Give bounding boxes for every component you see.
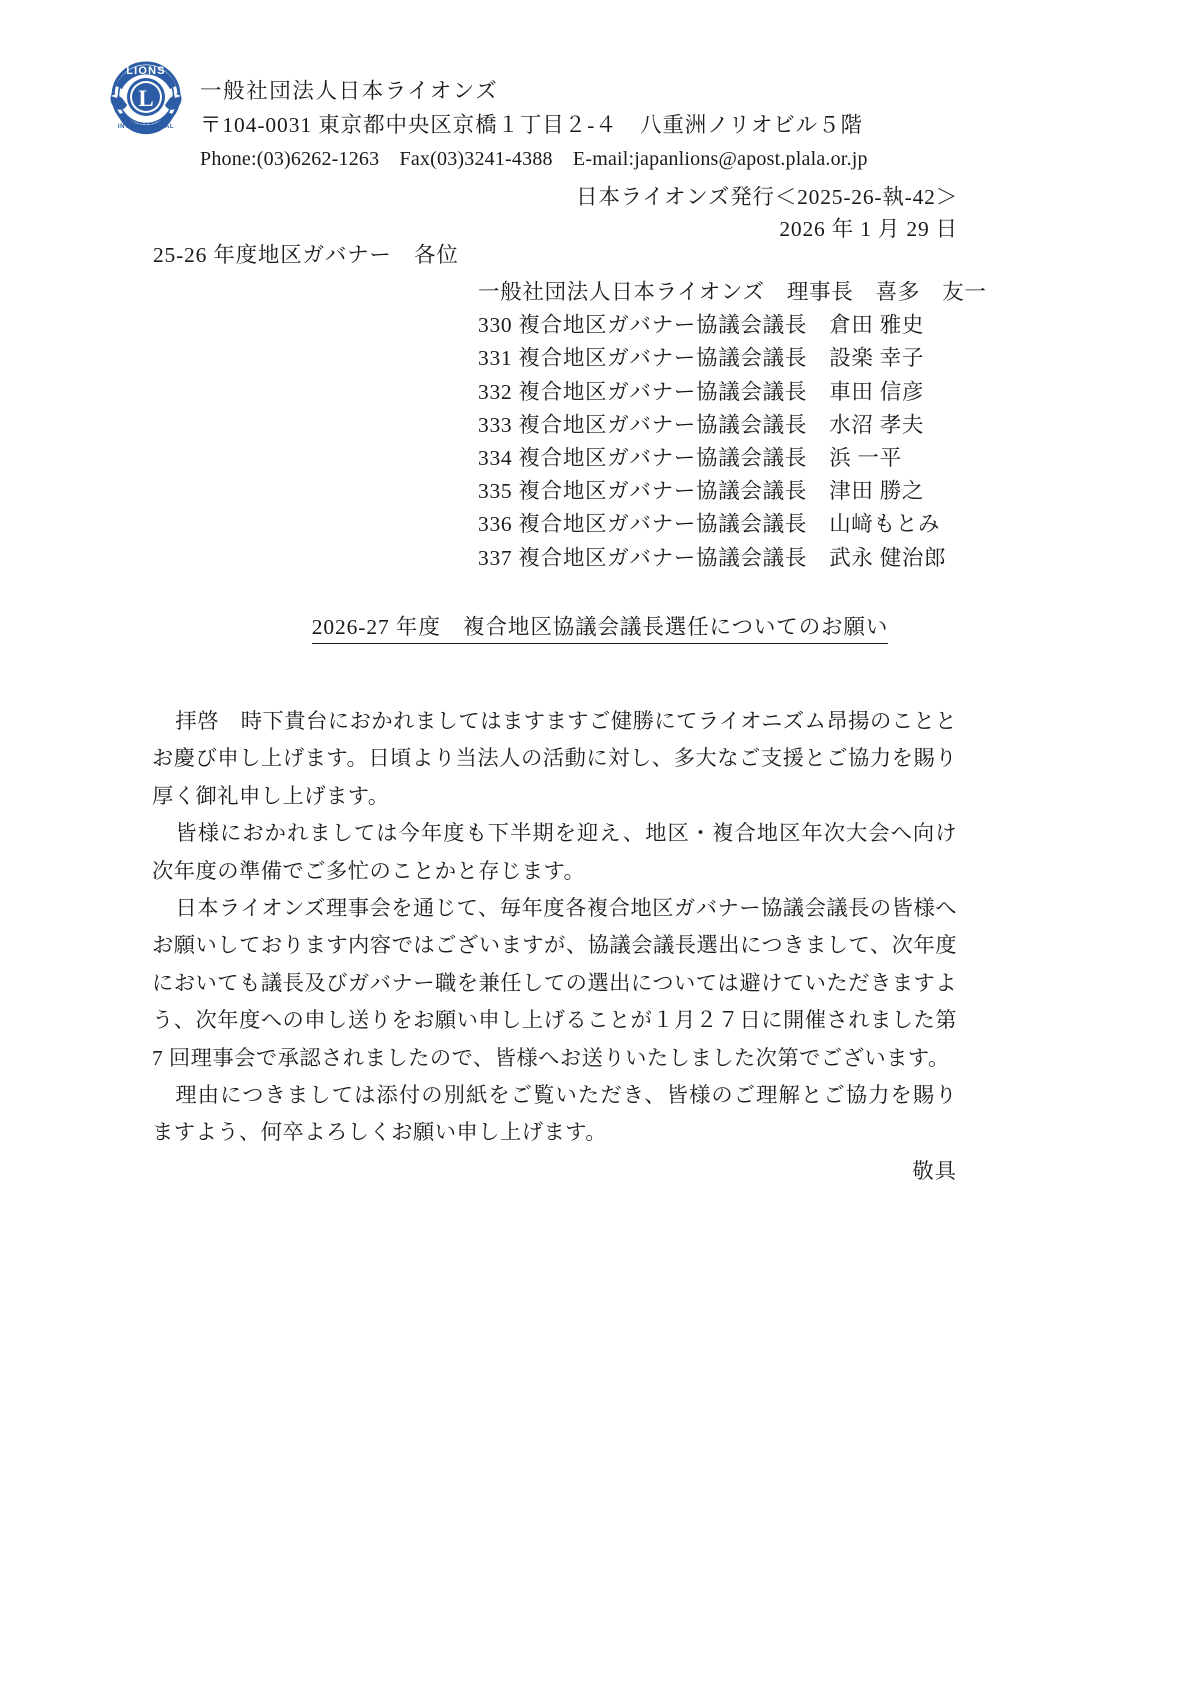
sender-row: 336 複合地区ガバナー協議会議長 山﨑もとみ: [478, 512, 941, 537]
sender-row: 334 複合地区ガバナー協議会議長 浜 一平: [478, 446, 902, 471]
organization-contact: Phone:(03)6262-1263 Fax(03)3241-4388 E-mail:japanlions@apost.plala.or.jp: [200, 148, 868, 170]
sender-row: 332 複合地区ガバナー協議会議長 車田 信彦: [478, 379, 925, 404]
sender-list: [478, 276, 987, 575]
organization-name: 一般社団法人日本ライオンズ: [200, 79, 499, 103]
organization-block: [200, 52, 868, 176]
addressee-line: 25-26 年度地区ガバナー 各位: [153, 243, 459, 267]
issue-number: 日本ライオンズ発行＜2025-26-執-42＞: [576, 185, 958, 209]
body-paragraph-2: 皆様におかれましては今年度も下半期を迎え、地区・複合地区年次大会へ向け次年度の準備でご多忙のことかと存じます。: [152, 821, 957, 883]
sender-row: 335 複合地区ガバナー協議会議長 津田 勝之: [478, 479, 925, 504]
document-body: [152, 703, 957, 1185]
closing-salutation: 敬具: [912, 1158, 957, 1183]
subject-wrapper: [0, 610, 1200, 644]
svg-text:LIONS: LIONS: [126, 65, 166, 77]
letterhead: [100, 52, 868, 176]
svg-text:L: L: [138, 86, 154, 111]
document-subject: 2026-27 年度 複合地区協議会議長選任についてのお願い: [312, 610, 889, 644]
sender-row: 337 複合地区ガバナー協議会議長 武永 健治郎: [478, 545, 947, 570]
sender-row: 333 複合地区ガバナー協議会議長 水沼 孝夫: [478, 412, 925, 437]
sender-row: 一般社団法人日本ライオンズ 理事長 喜多 友一: [478, 280, 987, 304]
organization-address: 〒104-0031 東京都中央区京橋１丁目２‐４ 八重洲ノリオビル５階: [200, 113, 863, 137]
body-paragraph-4: 理由につきましては添付の別紙をご覧いただき、皆様のご理解とご協力を賜りますよう、何卒よろしくお願い申し上げます。: [152, 1083, 957, 1145]
svg-text:INTERNATIONAL: INTERNATIONAL: [117, 124, 175, 130]
document-date: 2026 年 1 月 29 日: [779, 217, 958, 241]
body-paragraph-3: 日本ライオンズ理事会を通じて、毎年度各複合地区ガバナー協議会議長の皆様へお願いしております内容ではございますが、協議会議長選出につきまして、次年度においても議長及びガバナー職を兼任しての選出については避けていただきますよう、次年度への申し送りをお願い申し上げることが１月２７日に開催されました第 7 回理事会で承認されましたので、皆様へお送りいたしました次第でございます。: [152, 896, 957, 1070]
sender-row: 330 複合地区ガバナー協議会議長 倉田 雅史: [478, 313, 925, 338]
sender-row: 331 複合地区ガバナー協議会議長 設楽 幸子: [478, 346, 925, 371]
lions-logo-icon: [100, 52, 192, 144]
body-paragraph-1: 拝啓 時下貴台におかれましてはますますご健勝にてライオニズム昂揚のこととお慶び申し上げます。日頃より当法人の活動に対し、多大なご支援とご協力を賜り厚く御礼申し上げます。: [152, 709, 957, 808]
